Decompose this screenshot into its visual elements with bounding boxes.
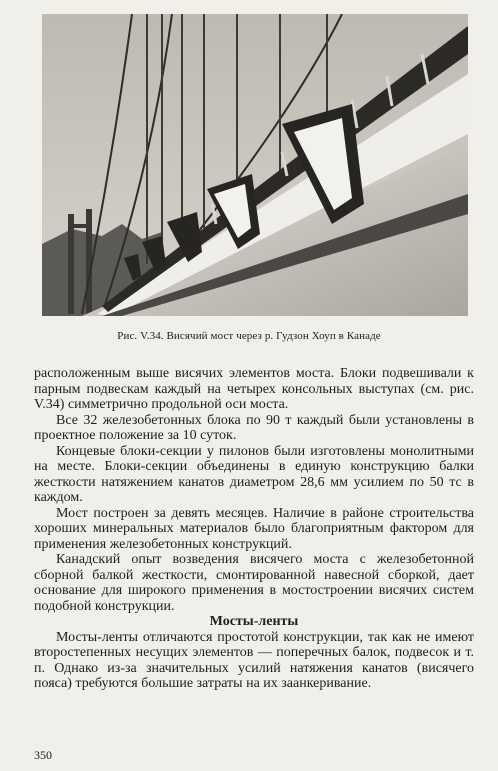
paragraph-5: Канадский опыт возведения висячего моста с железобетонной сборной балкой жесткости, смонтированной навесной сборкой, дает основание для широкого применения в мостостроении висячих систем подобной конструкции. <box>34 552 474 614</box>
paragraph-3: Концевые блоки-секции у пилонов были изготовлены монолитными на месте. Блоки-секции объединены в единую конструкцию балки жесткости натяжением канатов диаметром 28,6 мм усилием по 50 тс в каждом. <box>34 443 474 505</box>
paragraph-1: расположенным выше висячих элементов моста. Блоки подвешивали к парным подвескам каждый на четырех консольных выступах (см. рис. V.34) симметрично продольной оси моста. <box>34 366 474 412</box>
figure-caption: Рис. V.34. Висячий мост через р. Гудзон Хоуп в Канаде <box>117 330 381 342</box>
page-number: 350 <box>34 748 52 762</box>
paragraph-4: Мост построен за девять месяцев. Наличие в районе строительства хороших минеральных материалов было благоприятным фактором для применения железобетонных конструкций. <box>34 505 474 552</box>
body-text <box>34 366 474 692</box>
bridge-photo <box>42 14 468 316</box>
paragraph-2: Все 32 железобетонных блока по 90 т каждый были установлены в проектное положение за 10 суток. <box>34 412 474 443</box>
section-paragraph: Мосты-ленты отличаются простотой конструкции, так как не имеют второстепенных несущих элементов — поперечных балок, подвесок и т. п. Однако из-за значительных усилий натяжения канатов (висячего пояса) требуются большие затраты на их заанкеривание. <box>34 629 474 691</box>
section-heading: Мосты-ленты <box>209 614 299 629</box>
suspension-bridge-image <box>42 14 468 316</box>
